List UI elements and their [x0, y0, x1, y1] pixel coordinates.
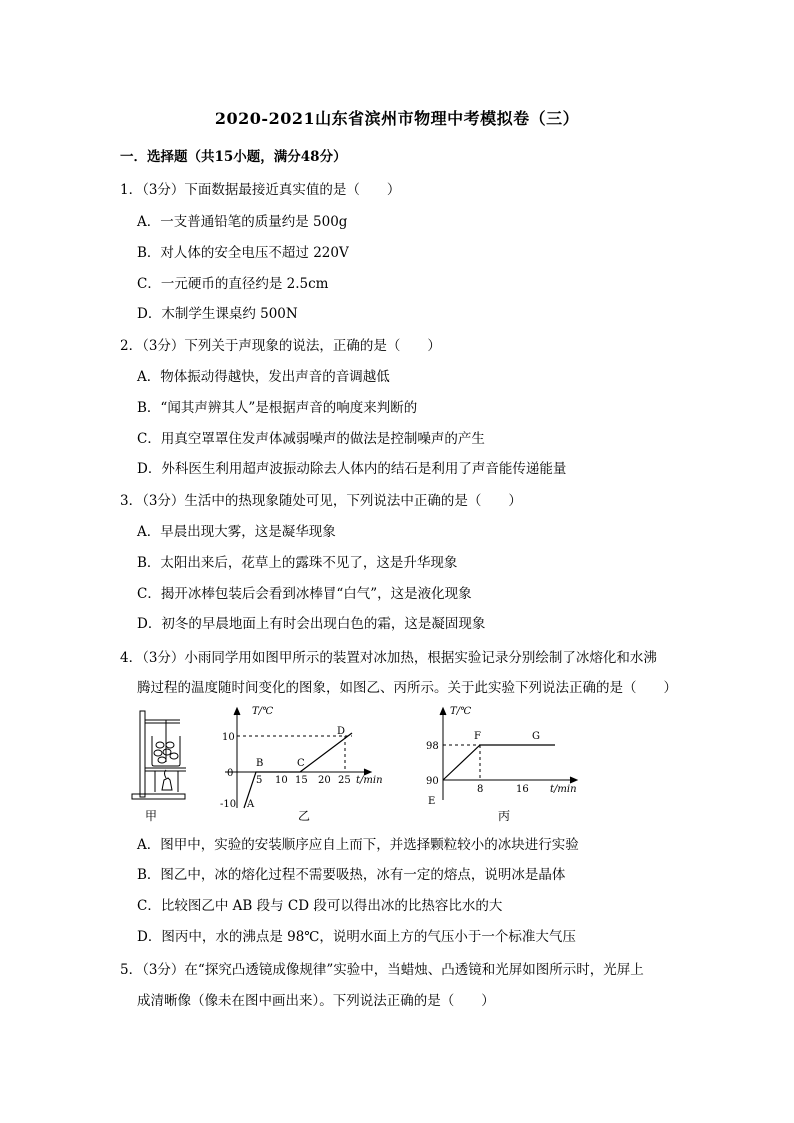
figure-yi-y-tick-0: 0 [227, 768, 234, 779]
figure-jia-apparatus [132, 711, 186, 799]
section-heading: 一．选择题（共15小题，满分48分） [120, 149, 347, 165]
question-4-stem-continued: 腾过程的温度随时间变化的图象，如图乙、丙所示。关于此实验下列说法正确的是（ ） [137, 680, 677, 696]
question-4-figures [130, 700, 590, 826]
question-5-stem-continued: 成清晰像（像未在图中画出来）。下列说法正确的是（ ） [137, 993, 495, 1009]
figure-bing-y-tick-90: 90 [426, 776, 439, 787]
question-4-option-a: A．图甲中，实验的安装顺序应自上而下，并选择颗粒较小的冰块进行实验 [137, 837, 579, 853]
figure-bing-x-tick-8: 8 [477, 784, 484, 795]
figure-yi-x-tick-15: 15 [295, 775, 308, 786]
figure-bing-x-axis-label: t/min [550, 784, 577, 795]
figure-jia-caption: 甲 [145, 809, 158, 823]
question-4-stem: 4．（3分）小雨同学用如图甲所示的装置对冰加热，根据实验记录分别绘制了冰熔化和水沸 [120, 650, 657, 666]
figure-yi-y-axis-label: T/℃ [252, 706, 274, 717]
figure-bing-x-tick-16: 16 [516, 784, 529, 795]
figure-yi-y-tick-neg10: -10 [220, 799, 237, 810]
question-2-option-b: B．“闻其声辨其人”是根据声音的响度来判断的 [137, 400, 418, 416]
question-2-stem: 2．（3分）下列关于声现象的说法，正确的是（ ） [120, 338, 441, 354]
question-2-option-d: D．外科医生利用超声波振动除去人体内的结石是利用了声音能传递能量 [137, 461, 567, 477]
question-3-option-b: B．太阳出来后，花草上的露珠不见了，这是升华现象 [137, 555, 458, 571]
figure-yi-x-tick-20: 20 [318, 775, 331, 786]
question-2-option-c: C．用真空罩罩住发声体减弱噪声的做法是控制噪声的产生 [137, 431, 485, 447]
figure-bing-y-axis-label: T/℃ [450, 706, 472, 717]
question-1-option-d: D．木制学生课桌约 500N [137, 306, 298, 322]
figure-yi-caption: 乙 [298, 809, 311, 823]
question-2-option-a: A．物体振动得越快，发出声音的音调越低 [137, 369, 390, 385]
figure-yi-point-b: B [256, 758, 264, 769]
question-4-option-c: C．比较图乙中 AB 段与 CD 段可以得出冰的比热容比水的大 [137, 898, 503, 914]
figure-bing-point-e: E [428, 796, 436, 807]
figure-yi-x-axis-label: t/min [356, 775, 383, 786]
figure-bing-y-tick-98: 98 [426, 741, 439, 752]
figure-yi-point-a: A [247, 799, 255, 810]
figure-yi-x-tick-5: 5 [256, 775, 263, 786]
question-1-option-c: C．一元硬币的直径约是 2.5cm [137, 276, 329, 292]
question-3-option-d: D．初冬的早晨地面上有时会出现白色的霜，这是凝固现象 [137, 616, 486, 632]
figure-yi-x-tick-25: 25 [338, 775, 351, 786]
question-4-option-b: B．图乙中，冰的熔化过程不需要吸热，冰有一定的熔点，说明冰是晶体 [137, 867, 566, 883]
figure-bing-point-f: F [474, 731, 481, 742]
question-5-stem: 5．（3分）在“探究凸透镜成像规律”实验中，当蜡烛、凸透镜和光屏如图所示时，光屏上 [120, 962, 644, 978]
question-3-stem: 3．（3分）生活中的热现象随处可见，下列说法中正确的是（ ） [120, 493, 522, 509]
figure-yi-y-tick-10: 10 [222, 732, 235, 743]
question-1-option-b: B．对人体的安全电压不超过 220V [137, 245, 349, 261]
question-1-stem: 1．（3分）下面数据最接近真实值的是（ ） [120, 182, 401, 198]
figure-yi-point-d: D [337, 726, 346, 737]
question-3-option-a: A．早晨出现大雾，这是凝华现象 [137, 524, 336, 540]
figure-bing-caption: 丙 [498, 809, 511, 823]
question-3-option-c: C．揭开冰棒包装后会看到冰棒冒“白气”，这是液化现象 [137, 586, 472, 602]
question-1-option-a: A．一支普通铅笔的质量约是 500g [137, 214, 348, 230]
question-4-option-d: D．图丙中，水的沸点是 98℃，说明水面上方的气压小于一个标准大气压 [137, 929, 576, 945]
figure-bing-point-g: G [532, 731, 540, 742]
figure-yi-point-c: C [297, 758, 305, 769]
figure-yi-x-tick-10: 10 [275, 775, 288, 786]
page-title: 2020-2021山东省滨州市物理中考模拟卷（三） [214, 109, 580, 128]
